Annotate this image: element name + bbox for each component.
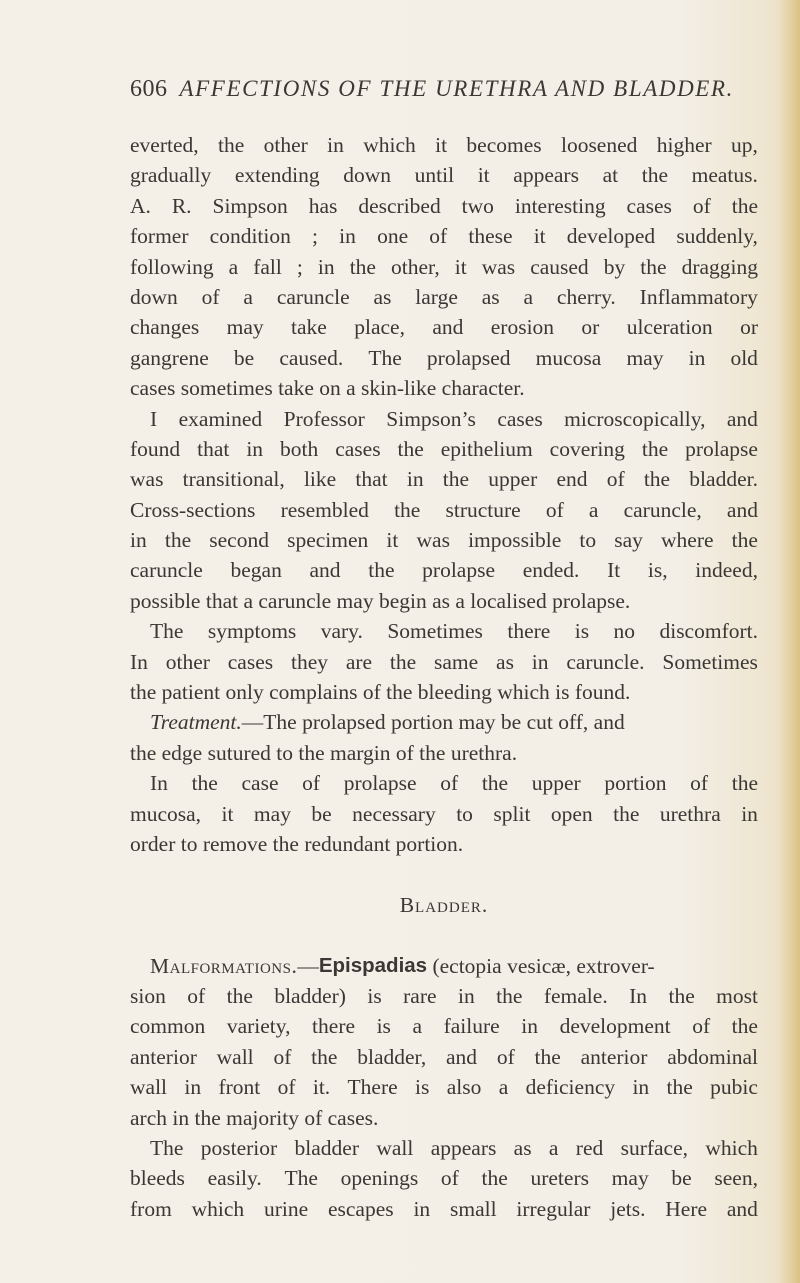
text-line: bleeds easily. The openings of the ureters may be seen, <box>130 1166 758 1191</box>
text-line: anterior wall of the bladder, and of the anterior abdominal <box>130 1044 758 1069</box>
text-line: the patient only complains of the bleeding which is found. <box>130 680 631 705</box>
malformations-text: (ectopia vesicæ, extrover- <box>432 953 655 978</box>
page-edge-stain <box>778 0 800 1283</box>
section-heading: Bladder. <box>399 892 489 917</box>
text-line: wall in front of it. There is also a deficiency in the pubic <box>130 1075 758 1100</box>
text-line: I examined Professor Simpson’s cases microscopically, and <box>150 406 758 431</box>
text-line: was transitional, like that in the upper end of the bladder. <box>130 467 758 492</box>
text-line: from which urine escapes in small irregular jets. Here and <box>130 1196 758 1221</box>
epispadias-term: Epispadias <box>318 953 428 977</box>
text-line: the edge sutured to the margin of the urethra. <box>130 740 518 765</box>
text-line: Cross-sections resembled the structure of a caruncle, and <box>130 497 758 522</box>
malformations-label: Malformations. <box>150 953 298 978</box>
text-line: down of a caruncle as large as a cherry. Inflammatory <box>130 284 758 309</box>
body-text <box>130 130 758 1224</box>
text-line: In other cases they are the same as in caruncle. Sometimes <box>130 649 758 674</box>
text-line: gangrene be caused. The prolapsed mucosa may in old <box>130 345 758 370</box>
text-line: A. R. Simpson has described two interesting cases of the <box>130 193 758 218</box>
text-line: in the second specimen it was impossible to say where the <box>130 528 758 553</box>
text-line: gradually extending down until it appears at the meatus. <box>130 163 758 188</box>
text-line: everted, the other in which it becomes loosened higher up, <box>130 133 758 157</box>
text-line: arch in the majority of cases. <box>130 1105 379 1130</box>
text-line: In the case of prolapse of the upper portion of the <box>150 771 758 796</box>
text-line: sion of the bladder) is rare in the female. In the most <box>130 983 758 1008</box>
text-line: found that in both cases the epithelium covering the prolapse <box>130 436 758 461</box>
text-line: The symptoms vary. Sometimes there is no discomfort. <box>150 619 758 644</box>
page-number: 606 <box>130 76 168 102</box>
treatment-text: —The prolapsed portion may be cut off, and <box>241 710 625 735</box>
text-line: cases sometimes take on a skin-like character. <box>130 376 525 401</box>
text-line: common variety, there is a failure in development of the <box>130 1014 758 1039</box>
text-line: following a fall ; in the other, it was caused by the dragging <box>130 254 758 279</box>
em-dash: — <box>297 953 319 978</box>
text-line: caruncle began and the prolapse ended. It is, indeed, <box>130 558 758 583</box>
text-line-malformations <box>130 951 758 981</box>
text-line: mucosa, it may be necessary to split open the urethra in <box>130 801 758 826</box>
text-line: The posterior bladder wall appears as a red surface, which <box>150 1135 758 1160</box>
spacer <box>130 859 758 889</box>
text-line: changes may take place, and erosion or ulceration or <box>130 315 758 340</box>
spacer <box>130 920 758 950</box>
treatment-label: Treatment. <box>150 710 242 735</box>
text-line: order to remove the redundant portion. <box>130 831 464 856</box>
running-head <box>130 76 750 112</box>
text-line: former condition ; in one of these it developed suddenly, <box>130 224 758 249</box>
running-title: AFFECTIONS OF THE URETHRA AND BLADDER. <box>179 76 734 101</box>
text-line-treatment <box>130 707 758 737</box>
text-line: possible that a caruncle may begin as a localised prolapse. <box>130 588 631 613</box>
